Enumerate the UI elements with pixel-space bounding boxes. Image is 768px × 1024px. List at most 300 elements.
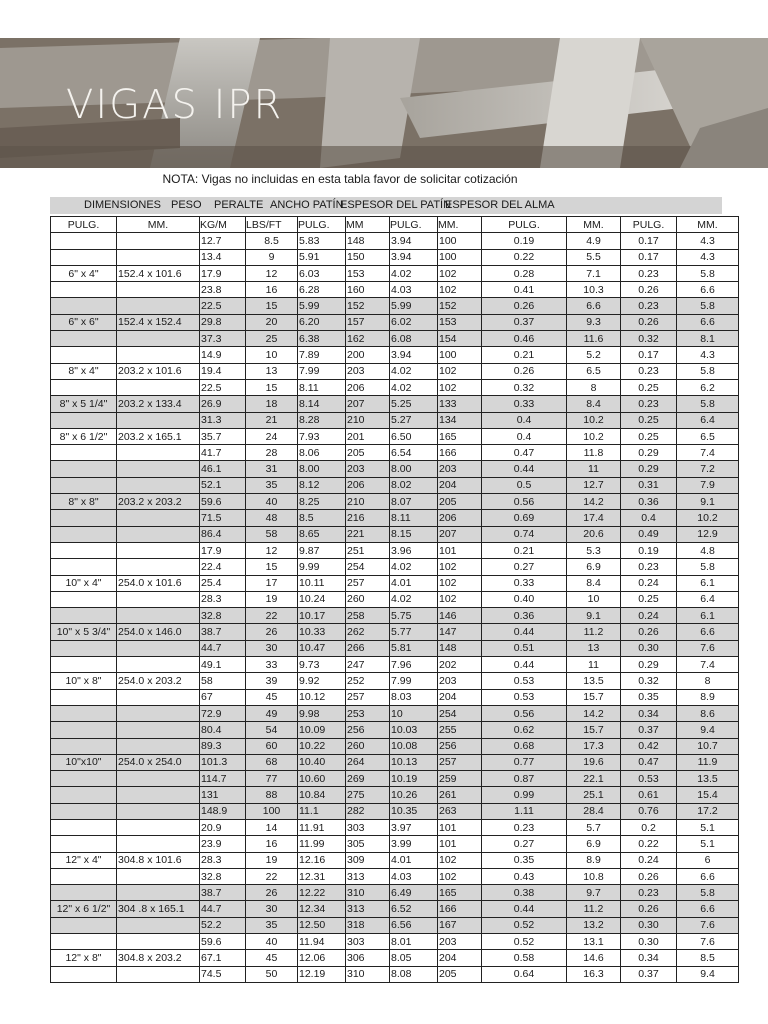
table-cell: 0.35	[621, 689, 677, 705]
table-row	[51, 689, 739, 705]
table-cell: 19.4	[200, 363, 246, 379]
table-cell: 10.08	[390, 738, 438, 754]
table-cell: 206	[346, 379, 390, 395]
group-header-ancho-patin: ANCHO PATÍN	[270, 199, 344, 211]
table-cell: 0.4	[482, 412, 567, 428]
table-cell: 0.37	[621, 722, 677, 738]
table-cell: 101	[438, 836, 482, 852]
table-cell: 25.4	[200, 575, 246, 591]
table-cell: 5.1	[677, 836, 739, 852]
table-cell: 205	[438, 494, 482, 510]
table-cell: 5.8	[677, 396, 739, 412]
table-cell: 8.07	[390, 494, 438, 510]
table-cell: 150	[346, 249, 390, 265]
cell-dimension-pulg	[51, 934, 117, 950]
table-row	[51, 510, 739, 526]
table-cell: 6.03	[298, 265, 346, 281]
table-cell: 0.24	[621, 852, 677, 868]
table-cell: 12.31	[298, 868, 346, 884]
table-cell: 35.7	[200, 428, 246, 444]
table-cell: 0.4	[621, 510, 677, 526]
table-cell: 148.9	[200, 803, 246, 819]
table-cell: 86.4	[200, 526, 246, 542]
table-cell: 0.17	[621, 347, 677, 363]
table-cell: 17	[246, 575, 298, 591]
table-cell: 0.43	[482, 868, 567, 884]
table-cell: 15.7	[567, 689, 621, 705]
table-cell: 3.94	[390, 347, 438, 363]
table-cell: 9	[246, 249, 298, 265]
table-cell: 11.2	[567, 901, 621, 917]
table-cell: 38.7	[200, 624, 246, 640]
table-cell: 0.44	[482, 624, 567, 640]
table-cell: 6.08	[390, 331, 438, 347]
table-cell: 165	[438, 885, 482, 901]
table-cell: 0.53	[621, 771, 677, 787]
table-cell: 102	[438, 868, 482, 884]
table-cell: 10	[246, 347, 298, 363]
table-cell: 11.99	[298, 836, 346, 852]
table-cell: 0.23	[621, 885, 677, 901]
table-cell: 202	[438, 657, 482, 673]
cell-dimension-mm	[117, 803, 200, 819]
table-cell: 282	[346, 803, 390, 819]
table-cell: 157	[346, 314, 390, 330]
cell-dimension-pulg	[51, 559, 117, 575]
table-cell: 26	[246, 624, 298, 640]
table-cell: 0.62	[482, 722, 567, 738]
table-cell: 5.75	[390, 608, 438, 624]
table-cell: 152	[438, 298, 482, 314]
table-row	[51, 379, 739, 395]
table-cell: 35	[246, 917, 298, 933]
table-cell: 204	[438, 950, 482, 966]
table-cell: 154	[438, 331, 482, 347]
table-cell: 8.00	[390, 461, 438, 477]
table-cell: 148	[438, 640, 482, 656]
cell-dimension-mm: 254.0 x 101.6	[117, 575, 200, 591]
table-cell: 8.5	[298, 510, 346, 526]
table-cell: 9.1	[567, 608, 621, 624]
table-cell: 102	[438, 265, 482, 281]
table-cell: 28.3	[200, 852, 246, 868]
table-cell: 8.03	[390, 689, 438, 705]
table-cell: 4.3	[677, 249, 739, 265]
table-cell: 254	[346, 559, 390, 575]
table-row	[51, 494, 739, 510]
table-row	[51, 754, 739, 770]
table-cell: 10.8	[567, 868, 621, 884]
table-row	[51, 331, 739, 347]
table-row	[51, 575, 739, 591]
table-cell: 6.6	[677, 868, 739, 884]
table-cell: 260	[346, 738, 390, 754]
table-cell: 44.7	[200, 640, 246, 656]
table-cell: 166	[438, 901, 482, 917]
table-cell: 5.99	[390, 298, 438, 314]
table-cell: 6.6	[677, 282, 739, 298]
table-cell: 4.8	[677, 542, 739, 558]
table-cell: 4.3	[677, 347, 739, 363]
table-cell: 9.1	[677, 494, 739, 510]
table-cell: 14.2	[567, 705, 621, 721]
table-cell: 20.9	[200, 819, 246, 835]
cell-dimension-mm	[117, 445, 200, 461]
table-cell: 0.68	[482, 738, 567, 754]
table-cell: 13.2	[567, 917, 621, 933]
table-cell: 10.2	[567, 428, 621, 444]
table-cell: 257	[346, 575, 390, 591]
table-cell: 10.40	[298, 754, 346, 770]
table-cell: 0.17	[621, 233, 677, 249]
table-cell: 0.19	[482, 233, 567, 249]
table-cell: 7.99	[390, 673, 438, 689]
cell-dimension-mm	[117, 836, 200, 852]
table-cell: 10.12	[298, 689, 346, 705]
cell-dimension-mm	[117, 477, 200, 493]
table-cell: 16	[246, 836, 298, 852]
table-row	[51, 803, 739, 819]
table-cell: 6.02	[390, 314, 438, 330]
cell-dimension-pulg	[51, 542, 117, 558]
cell-dimension-pulg	[51, 787, 117, 803]
table-cell: 17.9	[200, 265, 246, 281]
table-cell: 256	[346, 722, 390, 738]
cell-dimension-pulg	[51, 836, 117, 852]
table-cell: 257	[438, 754, 482, 770]
cell-dimension-mm	[117, 934, 200, 950]
cell-dimension-pulg	[51, 868, 117, 884]
table-cell: 203	[346, 461, 390, 477]
table-cell: 102	[438, 559, 482, 575]
table-cell: 146	[438, 608, 482, 624]
table-cell: 6.9	[567, 836, 621, 852]
cell-dimension-pulg: 8" x 6 1/2"	[51, 428, 117, 444]
table-cell: 26	[246, 885, 298, 901]
table-cell: 0.29	[621, 461, 677, 477]
cell-dimension-pulg: 6" x 6"	[51, 314, 117, 330]
table-row	[51, 950, 739, 966]
note-text: NOTA: Vigas no incluidas en esta tabla favor de solicitar cotización	[162, 172, 518, 186]
table-cell: 12.19	[298, 966, 346, 982]
table-cell: 5.5	[567, 249, 621, 265]
table-cell: 14.6	[567, 950, 621, 966]
table-cell: 1.11	[482, 803, 567, 819]
column-header-row	[51, 217, 739, 233]
table-cell: 7.6	[677, 640, 739, 656]
table-cell: 9.99	[298, 559, 346, 575]
table-cell: 100	[438, 347, 482, 363]
table-cell: 5.8	[677, 363, 739, 379]
table-cell: 9.73	[298, 657, 346, 673]
table-cell: 5.3	[567, 542, 621, 558]
cell-dimension-mm	[117, 771, 200, 787]
table-cell: 0.32	[482, 379, 567, 395]
table-cell: 12.7	[567, 477, 621, 493]
table-cell: 0.25	[621, 412, 677, 428]
table-cell: 5.8	[677, 559, 739, 575]
table-cell: 7.4	[677, 657, 739, 673]
table-cell: 0.25	[621, 591, 677, 607]
cell-dimension-mm	[117, 379, 200, 395]
table-cell: 0.23	[621, 363, 677, 379]
table-cell: 0.32	[621, 331, 677, 347]
table-cell: 17.9	[200, 542, 246, 558]
table-cell: 0.26	[621, 901, 677, 917]
table-row	[51, 282, 739, 298]
table-row	[51, 249, 739, 265]
table-cell: 12.06	[298, 950, 346, 966]
cell-dimension-pulg: 12" x 6 1/2"	[51, 901, 117, 917]
table-cell: 88	[246, 787, 298, 803]
table-cell: 0.99	[482, 787, 567, 803]
table-cell: 45	[246, 689, 298, 705]
table-cell: 0.26	[482, 298, 567, 314]
col-header: PULG.	[621, 217, 677, 233]
table-cell: 13.4	[200, 249, 246, 265]
table-cell: 0.2	[621, 819, 677, 835]
table-cell: 0.19	[621, 542, 677, 558]
table-row	[51, 445, 739, 461]
table-cell: 38.7	[200, 885, 246, 901]
table-cell: 59.6	[200, 934, 246, 950]
table-cell: 74.5	[200, 966, 246, 982]
table-cell: 6.6	[567, 298, 621, 314]
table-cell: 10.17	[298, 608, 346, 624]
cell-dimension-mm	[117, 282, 200, 298]
table-cell: 6.49	[390, 885, 438, 901]
cell-dimension-pulg	[51, 705, 117, 721]
table-cell: 6.1	[677, 608, 739, 624]
table-cell: 206	[346, 477, 390, 493]
table-cell: 6.6	[677, 314, 739, 330]
table-cell: 5.27	[390, 412, 438, 428]
table-row	[51, 396, 739, 412]
table-cell: 26.9	[200, 396, 246, 412]
table-cell: 0.87	[482, 771, 567, 787]
table-cell: 58	[200, 673, 246, 689]
table-row	[51, 363, 739, 379]
table-cell: 0.17	[621, 249, 677, 265]
table-cell: 17.2	[677, 803, 739, 819]
table-cell: 10.7	[677, 738, 739, 754]
table-cell: 10.13	[390, 754, 438, 770]
table-cell: 10.35	[390, 803, 438, 819]
cell-dimension-mm: 254.0 x 203.2	[117, 673, 200, 689]
table-cell: 6.54	[390, 445, 438, 461]
table-cell: 6.28	[298, 282, 346, 298]
table-row	[51, 934, 739, 950]
table-cell: 10.03	[390, 722, 438, 738]
table-cell: 8.5	[246, 233, 298, 249]
table-cell: 8.9	[677, 689, 739, 705]
table-cell: 102	[438, 363, 482, 379]
table-cell: 100	[438, 233, 482, 249]
cell-dimension-mm	[117, 298, 200, 314]
table-cell: 52.1	[200, 477, 246, 493]
table-cell: 207	[438, 526, 482, 542]
table-cell: 0.77	[482, 754, 567, 770]
table-cell: 0.35	[482, 852, 567, 868]
cell-dimension-pulg	[51, 885, 117, 901]
table-cell: 37.3	[200, 331, 246, 347]
table-row	[51, 705, 739, 721]
table-cell: 0.51	[482, 640, 567, 656]
cell-dimension-mm	[117, 787, 200, 803]
table-cell: 201	[346, 428, 390, 444]
table-cell: 260	[346, 591, 390, 607]
cell-dimension-mm	[117, 689, 200, 705]
table-cell: 7.93	[298, 428, 346, 444]
table-cell: 0.22	[482, 249, 567, 265]
table-cell: 8	[567, 379, 621, 395]
table-cell: 67.1	[200, 950, 246, 966]
table-cell: 134	[438, 412, 482, 428]
table-cell: 35	[246, 477, 298, 493]
table-cell: 9.7	[567, 885, 621, 901]
cell-dimension-pulg	[51, 771, 117, 787]
cell-dimension-pulg	[51, 461, 117, 477]
table-cell: 10.2	[677, 510, 739, 526]
table-cell: 303	[346, 934, 390, 950]
table-cell: 257	[346, 689, 390, 705]
table-cell: 7.89	[298, 347, 346, 363]
table-cell: 6.52	[390, 901, 438, 917]
cell-dimension-mm	[117, 461, 200, 477]
table-cell: 13	[246, 363, 298, 379]
table-cell: 49.1	[200, 657, 246, 673]
cell-dimension-pulg	[51, 657, 117, 673]
table-cell: 23.9	[200, 836, 246, 852]
table-cell: 0.49	[621, 526, 677, 542]
table-cell: 10.33	[298, 624, 346, 640]
table-cell: 4.03	[390, 868, 438, 884]
table-cell: 0.26	[621, 314, 677, 330]
table-cell: 203	[438, 461, 482, 477]
table-cell: 101	[438, 819, 482, 835]
cell-dimension-mm: 304 .8 x 165.1	[117, 901, 200, 917]
table-cell: 200	[346, 347, 390, 363]
cell-dimension-pulg	[51, 282, 117, 298]
table-cell: 52.2	[200, 917, 246, 933]
cell-dimension-pulg: 10"x10"	[51, 754, 117, 770]
table-cell: 269	[346, 771, 390, 787]
cell-dimension-mm	[117, 331, 200, 347]
table-cell: 310	[346, 966, 390, 982]
table-cell: 256	[438, 738, 482, 754]
table-cell: 8.28	[298, 412, 346, 428]
table-row	[51, 298, 739, 314]
table-cell: 8.05	[390, 950, 438, 966]
col-header: KG/M	[200, 217, 246, 233]
table-cell: 15.7	[567, 722, 621, 738]
col-header: LBS/FT	[246, 217, 298, 233]
table-cell: 6.9	[567, 559, 621, 575]
table-cell: 147	[438, 624, 482, 640]
table-row	[51, 412, 739, 428]
table-cell: 22.4	[200, 559, 246, 575]
table-cell: 0.5	[482, 477, 567, 493]
table-cell: 114.7	[200, 771, 246, 787]
table-cell: 19	[246, 591, 298, 607]
cell-dimension-pulg	[51, 233, 117, 249]
table-cell: 22	[246, 608, 298, 624]
table-cell: 0.23	[621, 298, 677, 314]
group-header-peso: PESO	[171, 199, 202, 211]
cell-dimension-mm: 203.2 x 133.4	[117, 396, 200, 412]
table-cell: 0.44	[482, 461, 567, 477]
table-cell: 4.01	[390, 575, 438, 591]
cell-dimension-mm: 254.0 x 146.0	[117, 624, 200, 640]
table-cell: 8.1	[677, 331, 739, 347]
table-cell: 28.3	[200, 591, 246, 607]
table-cell: 133	[438, 396, 482, 412]
table-cell: 318	[346, 917, 390, 933]
table-cell: 25	[246, 331, 298, 347]
cell-dimension-pulg	[51, 608, 117, 624]
table-cell: 303	[346, 819, 390, 835]
table-cell: 0.76	[621, 803, 677, 819]
table-cell: 28	[246, 445, 298, 461]
table-cell: 0.41	[482, 282, 567, 298]
table-cell: 10.11	[298, 575, 346, 591]
table-cell: 31	[246, 461, 298, 477]
table-row	[51, 966, 739, 982]
table-cell: 10.26	[390, 787, 438, 803]
cell-dimension-mm	[117, 868, 200, 884]
table-cell: 12.22	[298, 885, 346, 901]
cell-dimension-pulg: 8" x 5 1/4"	[51, 396, 117, 412]
cell-dimension-mm	[117, 608, 200, 624]
table-cell: 0.44	[482, 657, 567, 673]
table-cell: 0.46	[482, 331, 567, 347]
table-cell: 0.30	[621, 640, 677, 656]
table-cell: 4.02	[390, 363, 438, 379]
table-cell: 8.6	[677, 705, 739, 721]
table-row	[51, 559, 739, 575]
table-cell: 11.9	[677, 754, 739, 770]
table-cell: 5.99	[298, 298, 346, 314]
col-header: PULG.	[51, 217, 117, 233]
table-cell: 261	[438, 787, 482, 803]
page-title: VIGAS IPR	[66, 82, 284, 128]
table-row	[51, 233, 739, 249]
table-cell: 6	[677, 852, 739, 868]
table-cell: 100	[438, 249, 482, 265]
table-cell: 10.60	[298, 771, 346, 787]
table-cell: 4.02	[390, 559, 438, 575]
col-header: PULG.	[298, 217, 346, 233]
table-cell: 12	[246, 542, 298, 558]
table-cell: 247	[346, 657, 390, 673]
table-cell: 0.53	[482, 689, 567, 705]
table-cell: 5.1	[677, 819, 739, 835]
table-cell: 13	[567, 640, 621, 656]
table-cell: 30	[246, 901, 298, 917]
table-cell: 8.9	[567, 852, 621, 868]
cell-dimension-mm: 254.0 x 254.0	[117, 754, 200, 770]
cell-dimension-pulg: 8" x 8"	[51, 494, 117, 510]
table-row	[51, 852, 739, 868]
cell-dimension-mm	[117, 542, 200, 558]
table-cell: 11.94	[298, 934, 346, 950]
table-cell: 15	[246, 379, 298, 395]
table-cell: 0.53	[482, 673, 567, 689]
table-cell: 102	[438, 282, 482, 298]
table-cell: 28.4	[567, 803, 621, 819]
cell-dimension-mm: 152.4 x 101.6	[117, 265, 200, 281]
table-row	[51, 836, 739, 852]
